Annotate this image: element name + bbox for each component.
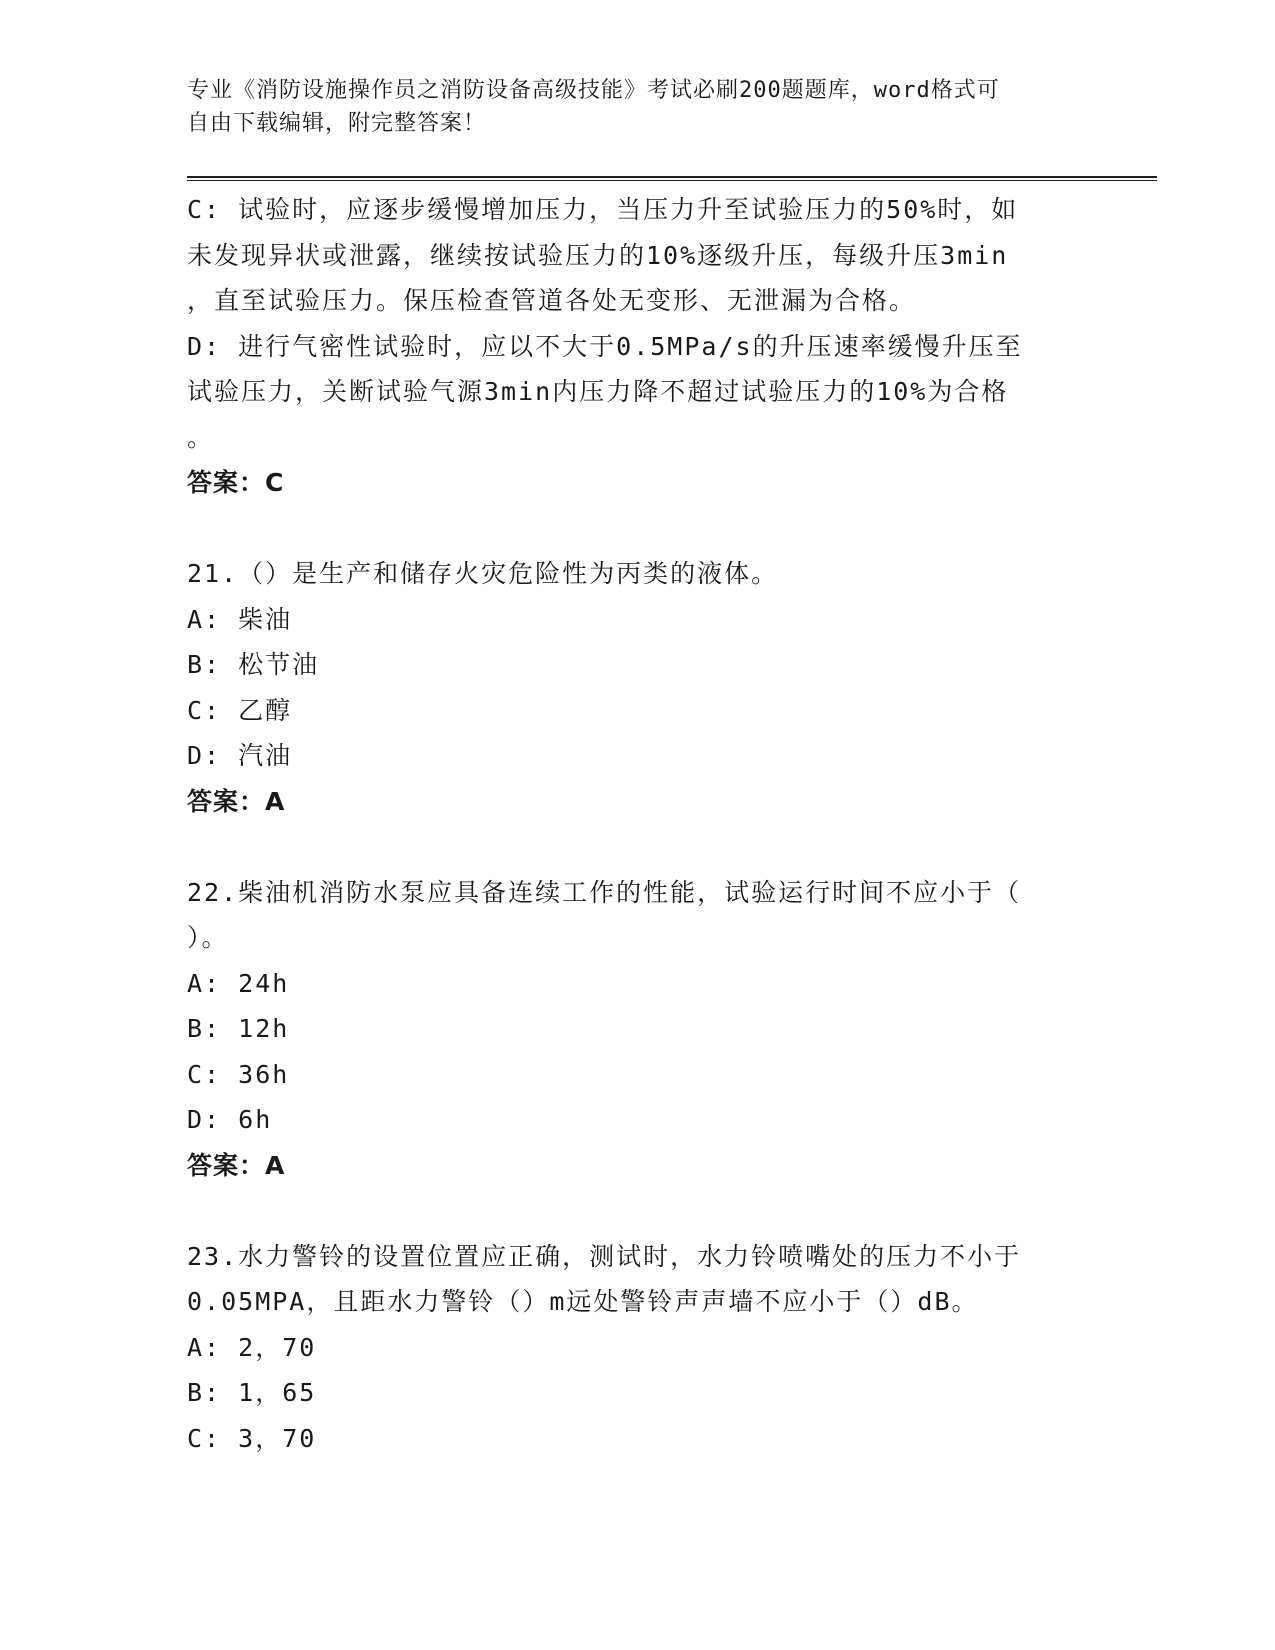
- option-c-line-2: 未发现异状或泄露，继续按试验压力的10%逐级升压，每级升压3min: [187, 240, 1009, 270]
- question-23: [187, 1234, 1077, 1462]
- answer-label: 答案：C: [187, 468, 285, 497]
- option-c: C: 3，70: [187, 1423, 317, 1453]
- answer-label: 答案：A: [187, 786, 286, 816]
- header-line-2: 自由下载编辑，附完整答案！: [187, 111, 487, 136]
- option-c-line-3: ，直至试验压力。保压检查管道各处无变形、无泄漏为合格。: [187, 286, 917, 315]
- option-a: A: 柴油: [187, 604, 293, 634]
- option-d: D: 6h: [187, 1105, 273, 1134]
- question-stem-line-1: 22.柴油机消防水泵应具备连续工作的性能，试验运行时间不应小于（: [187, 877, 1022, 907]
- document-header: [187, 74, 1087, 140]
- option-c: C: 乙醇: [187, 695, 293, 725]
- spacer: [187, 506, 1077, 552]
- answer-label: 答案：A: [187, 1150, 286, 1180]
- question-20-continued: [187, 187, 1077, 506]
- option-d: D: 汽油: [187, 741, 293, 770]
- document-body: [187, 187, 1077, 1461]
- header-divider: [187, 176, 1157, 181]
- question-stem-line-1: 23.水力警铃的设置位置应正确，测试时，水力铃喷嘴处的压力不小于: [187, 1241, 1022, 1271]
- option-c: C: 36h: [187, 1059, 290, 1089]
- question-stem: 21.（）是生产和储存火灾危险性为丙类的液体。: [187, 559, 779, 588]
- option-a: A: 24h: [187, 968, 290, 998]
- option-b: B: 12h: [187, 1014, 290, 1043]
- question-22: [187, 870, 1077, 1189]
- option-a: A: 2，70: [187, 1332, 317, 1362]
- option-d-line-3: 。: [187, 422, 215, 452]
- header-line-1: 专业《消防设施操作员之消防设备高级技能》考试必刷200题题库，word格式可: [187, 78, 1000, 103]
- option-d-line-2: 试验压力，关断试验气源3min内压力降不超过试验压力的10%为合格: [187, 377, 1009, 406]
- question-stem-line-2: 0.05MPA，且距水力警铃（）m远处警铃声声墙不应小于（）dB。: [187, 1287, 979, 1316]
- option-c-line-1: C: 试验时，应逐步缓慢增加压力，当压力升至试验压力的50%时，如: [187, 195, 1019, 224]
- question-21: [187, 551, 1077, 824]
- option-b: B: 松节油: [187, 650, 320, 679]
- question-stem-line-2: ）。: [187, 923, 229, 952]
- option-b: B: 1，65: [187, 1378, 317, 1407]
- spacer: [187, 824, 1077, 870]
- option-d-line-1: D: 进行气密性试验时，应以不大于0.5MPa/s的升压速率缓慢升压至: [187, 331, 1023, 361]
- spacer: [187, 1188, 1077, 1234]
